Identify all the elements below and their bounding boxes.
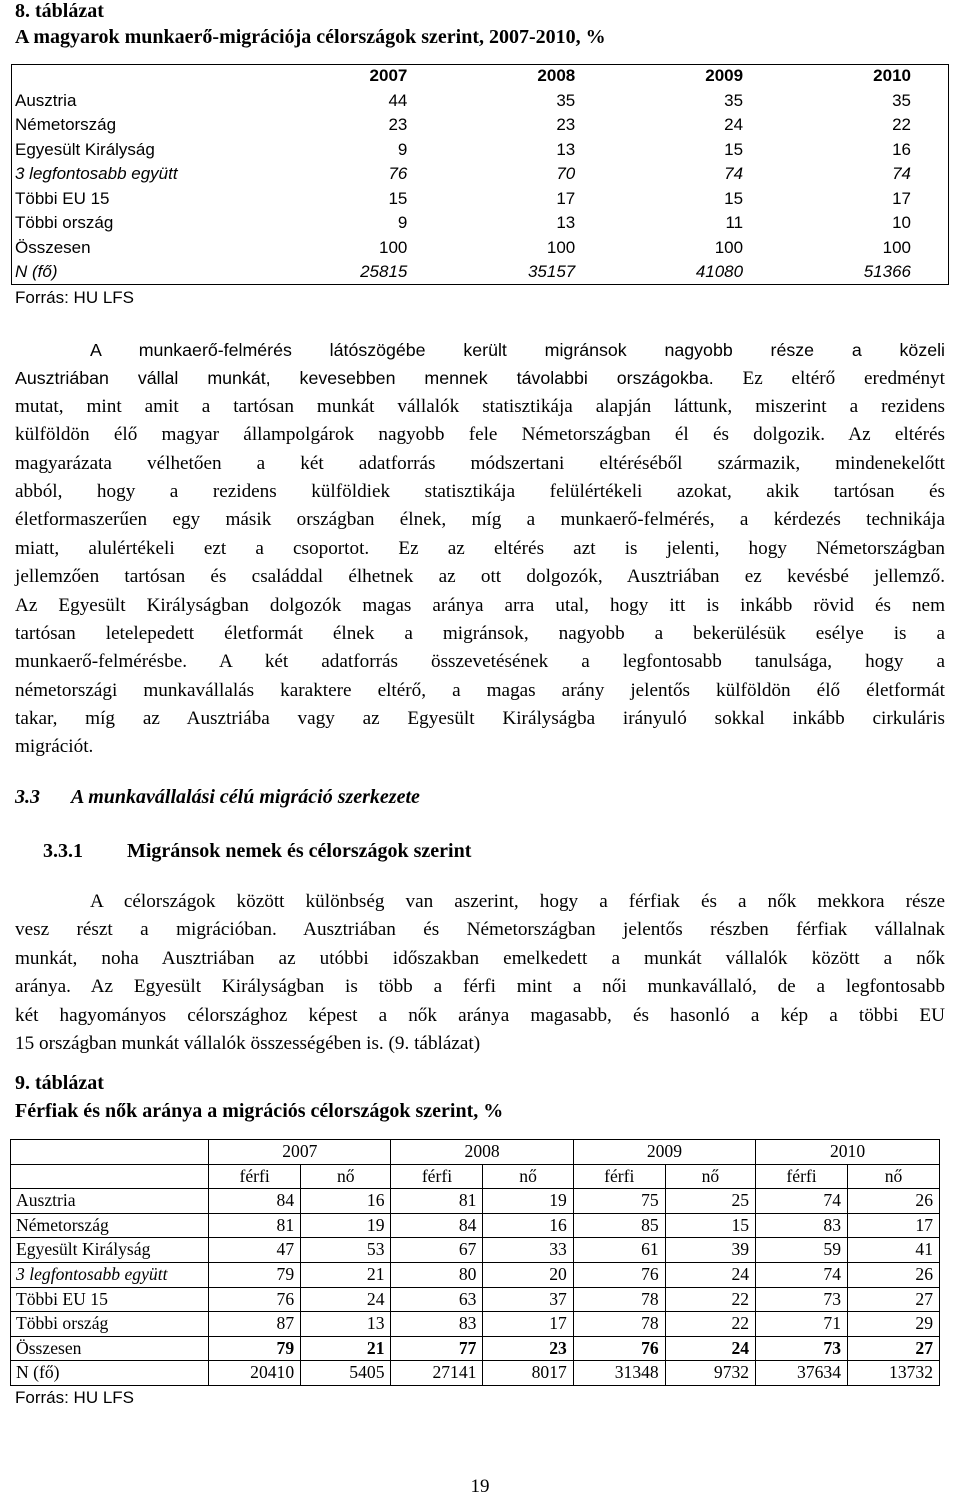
row-label: Többi ország (11, 1312, 209, 1337)
text-line: abból, hogy a rezidens külföldiek statisztikája felülértékeli azokat, akik tartósan és (15, 480, 945, 502)
cell: 5405 (301, 1361, 391, 1386)
table-row (15, 113, 945, 138)
cell: 67 (391, 1238, 483, 1263)
table-row (15, 138, 945, 163)
cell: 21 (301, 1262, 391, 1287)
cell: 79 (209, 1336, 301, 1361)
text-line: életformaszerűen egy másik országban élnek, míg a munkaerő-felmérés, a kérdezés technikája (15, 509, 945, 531)
table1-year: 2007 (369, 66, 408, 85)
row-label: 3 legfontosabb együtt (15, 164, 178, 183)
text-line: jellemzően tartósan és családdal élhetnek az ott dolgozók, Ausztriában ez kevésbé jellemző. (15, 566, 945, 588)
cell: 29 (848, 1312, 940, 1337)
cell: 19 (483, 1189, 573, 1214)
cell: 84 (391, 1213, 483, 1238)
table1-year: 2010 (873, 66, 911, 85)
table-row (11, 1287, 940, 1312)
text-line: Az Egyesült Királyságban dolgozók magas aránya arra utal, hogy itt is inkább rövid és nem (15, 594, 945, 616)
section-number: 3.3 (15, 786, 40, 808)
cell: 20 (483, 1262, 573, 1287)
table-row (11, 1238, 940, 1263)
cell: 39 (665, 1238, 755, 1263)
subsection-heading (43, 840, 471, 863)
table1-title: A magyarok munkaerő-migrációja célországok szerint, 2007-2010, % (15, 26, 606, 48)
table2-sex-row (11, 1164, 940, 1189)
row-label: 3 legfontosabb együtt (11, 1262, 209, 1287)
cell: 44 (388, 90, 408, 110)
cell: 8017 (483, 1361, 573, 1386)
table-row (15, 211, 945, 236)
cell: 17 (892, 188, 911, 208)
cell: 81 (391, 1189, 483, 1214)
table2-source: Forrás: HU LFS (15, 1388, 135, 1407)
cell: 16 (483, 1213, 573, 1238)
cell: 23 (483, 1336, 573, 1361)
row-label: Többi EU 15 (15, 188, 110, 208)
cell: 13 (556, 139, 576, 159)
cell: 15 (724, 188, 744, 208)
cell: 71 (756, 1312, 848, 1337)
cell: 27141 (391, 1361, 483, 1386)
cell: 35 (892, 90, 911, 110)
table-row (11, 1189, 940, 1214)
cell: 17 (848, 1213, 940, 1238)
cell: 41 (848, 1238, 940, 1263)
text-line: tartósan letelepedett életformát élnek a migránsok, nagyobb a bekerülésük esélye is a (15, 622, 945, 644)
section-title: A munkavállalási célú migráció szerkezete (71, 786, 420, 808)
text-line: aránya. Az Egyesült Királyságban is több a férfi mint a női munkavállaló, de a legfontosabb (15, 976, 945, 998)
cell: 76 (388, 164, 408, 183)
row-label: N (fő) (11, 1361, 209, 1386)
cell: 37 (483, 1287, 573, 1312)
page-number: 19 (470, 1476, 490, 1497)
text-line: A célországok között különbség van aszerint, hogy a férfiak és a nők mekkora része (90, 891, 945, 912)
row-label: N (fő) (15, 262, 58, 281)
table2-sex-header: férfi (391, 1164, 483, 1189)
cell: 22 (892, 115, 911, 134)
row-label: Többi EU 15 (11, 1287, 209, 1312)
cell: 22 (665, 1287, 755, 1312)
cell: 63 (391, 1287, 483, 1312)
text-line: mutat, mint amit a tartósan munkát vállalók statisztikája alapján láttunk, miszerint a rezidens (15, 395, 945, 417)
table2-sex-header: nő (848, 1164, 940, 1189)
cell: 27 (848, 1336, 940, 1361)
cell: 13732 (848, 1361, 940, 1386)
cell: 37634 (756, 1361, 848, 1386)
table-row (11, 1213, 940, 1238)
cell: 22 (665, 1312, 755, 1337)
text-line: munkaerő-felmérésbe. A két adatforrás összevetésének a legfontosabb tanulsága, hogy a (15, 651, 945, 673)
cell: 53 (301, 1238, 391, 1263)
row-label: Összesen (15, 237, 91, 257)
table2-number: 9. táblázat (15, 1072, 104, 1094)
cell: 76 (209, 1287, 301, 1312)
table1-number: 8. táblázat (15, 0, 104, 22)
text-line: munkát, noha Ausztriában az utóbbi időszakban emelkedett a munkát vállalók között a nők (15, 947, 945, 969)
table2-year: 2008 (391, 1140, 573, 1165)
cell: 74 (724, 164, 744, 183)
cell: 59 (756, 1238, 848, 1263)
table-row (15, 187, 945, 212)
cell: 23 (388, 115, 408, 134)
cell: 83 (391, 1312, 483, 1337)
row-label: Németország (11, 1213, 209, 1238)
cell: 85 (573, 1213, 665, 1238)
table1-source: Forrás: HU LFS (15, 288, 135, 307)
cell: 27 (848, 1287, 940, 1312)
cell: 76 (573, 1262, 665, 1287)
cell: 31348 (573, 1361, 665, 1386)
cell: 73 (756, 1287, 848, 1312)
cell: 77 (391, 1336, 483, 1361)
cell: 9732 (665, 1361, 755, 1386)
text-line: 15 országban munkát vállalók összességében is. (9. táblázat) (15, 1032, 481, 1054)
cell: 24 (301, 1287, 391, 1312)
cell: 76 (573, 1336, 665, 1361)
row-label: Egyesült Királyság (15, 139, 155, 159)
text-line: A munkaerő-felmérés látószögébe került migránsok nagyobb része a közeli (90, 340, 945, 360)
table2-year-row (11, 1140, 940, 1165)
section-heading (15, 786, 420, 809)
cell: 10 (892, 213, 911, 232)
table1-year: 2008 (537, 66, 576, 85)
cell: 74 (892, 164, 911, 183)
cell: 15 (665, 1213, 755, 1238)
cell: 73 (756, 1336, 848, 1361)
table2 (10, 1139, 940, 1386)
cell: 74 (756, 1262, 848, 1287)
row-label: Ausztria (15, 90, 77, 110)
cell: 13 (556, 213, 576, 232)
table-row (11, 1336, 940, 1361)
cell: 51366 (863, 262, 911, 281)
table1-header-row (15, 64, 945, 89)
cell: 41080 (695, 262, 744, 281)
table2-sex-header: nő (301, 1164, 391, 1189)
text-line: miatt, alulértékeli ezt a csoportot. Ez az eltérés azt is jelenti, hogy Németországban (15, 537, 946, 559)
cell: 16 (301, 1189, 391, 1214)
cell: 15 (388, 188, 408, 208)
table-row (15, 236, 945, 261)
cell: 74 (756, 1189, 848, 1214)
table2-year: 2009 (573, 1140, 755, 1165)
table2-title: Férfiak és nők aránya a migrációs célországok szerint, % (15, 1100, 504, 1122)
text-line: migrációt. (15, 736, 94, 758)
row-label: Összesen (11, 1336, 209, 1361)
cell: 35157 (527, 262, 576, 281)
table2-year: 2010 (756, 1140, 940, 1165)
cell: 11 (725, 213, 744, 232)
table-row (11, 1312, 940, 1337)
text-line: vesz részt a migrációban. Ausztriában és Németországban jelentős részben férfiak vállalnak (15, 919, 945, 941)
cell: 75 (573, 1189, 665, 1214)
cell: 83 (756, 1213, 848, 1238)
table-row (15, 260, 945, 285)
paragraph-gender-distribution (15, 888, 945, 1058)
cell: 100 (379, 237, 408, 257)
subsection-title: Migránsok nemek és célországok szerint (127, 840, 472, 862)
cell: 17 (556, 188, 576, 208)
cell: 100 (546, 237, 576, 257)
table2-sex-header: nő (665, 1164, 755, 1189)
text-line: takar, míg az Ausztriába vagy az Egyesült Királyságba irányuló sokkal inkább cirkuláris (15, 708, 945, 730)
table2-sex-header: férfi (209, 1164, 301, 1189)
table2-sex-header: férfi (573, 1164, 665, 1189)
cell: 100 (714, 237, 744, 257)
row-label: Németország (15, 115, 117, 134)
text-line: Ausztriában vállal munkát, kevesebben mennek távolabbi országokba. Ez eltérő eredményt (15, 368, 946, 390)
cell: 61 (573, 1238, 665, 1263)
cell: 79 (209, 1262, 301, 1287)
cell: 24 (665, 1262, 755, 1287)
cell: 19 (301, 1213, 391, 1238)
cell: 13 (301, 1312, 391, 1337)
cell: 25 (665, 1189, 755, 1214)
cell: 24 (724, 115, 744, 134)
table1-year: 2009 (705, 66, 744, 85)
cell: 35 (556, 90, 576, 110)
cell: 80 (391, 1262, 483, 1287)
cell: 23 (556, 115, 576, 134)
cell: 78 (573, 1287, 665, 1312)
row-label: Ausztria (11, 1189, 209, 1214)
text-line: külföldön élő magyar állampolgárok nagyobb fele Németországban él és dolgozik. Az eltérés (15, 424, 945, 446)
row-label: Egyesült Királyság (11, 1238, 209, 1263)
table-row (11, 1361, 940, 1386)
cell: 84 (209, 1189, 301, 1214)
cell: 21 (301, 1336, 391, 1361)
table-row (15, 162, 945, 187)
text-line: két hagyományos célországhoz képest a nők aránya magasabb, és hasonló a kép a többi EU (15, 1004, 945, 1026)
paragraph-migration-analysis (15, 336, 945, 762)
subsection-number: 3.3.1 (43, 840, 83, 862)
text-line: magyarázata vélhetően a két adatforrás módszertani eltéréséből származik, mindenekelőtt (15, 452, 945, 474)
cell: 26 (848, 1262, 940, 1287)
table1 (15, 64, 945, 285)
cell: 26 (848, 1189, 940, 1214)
cell: 33 (483, 1238, 573, 1263)
table2-sex-header: nő (483, 1164, 573, 1189)
cell: 25815 (360, 262, 408, 281)
table-row (15, 89, 945, 114)
text-line: németországi munkavállalás karaktere eltérő, a magas arány jelentős külföldön élő életformát (15, 679, 945, 701)
cell: 35 (724, 90, 744, 110)
cell: 17 (483, 1312, 573, 1337)
cell: 20410 (209, 1361, 301, 1386)
cell: 24 (665, 1336, 755, 1361)
cell: 9 (397, 213, 408, 232)
cell: 78 (573, 1312, 665, 1337)
cell: 81 (209, 1213, 301, 1238)
cell: 47 (209, 1238, 301, 1263)
cell: 9 (397, 139, 408, 159)
cell: 100 (882, 237, 911, 257)
cell: 16 (892, 139, 911, 159)
cell: 70 (556, 164, 576, 183)
cell: 87 (209, 1312, 301, 1337)
table2-year: 2007 (209, 1140, 391, 1165)
cell: 15 (724, 139, 744, 159)
row-label: Többi ország (15, 213, 114, 232)
table2-sex-header: férfi (756, 1164, 848, 1189)
table-row (11, 1262, 940, 1287)
